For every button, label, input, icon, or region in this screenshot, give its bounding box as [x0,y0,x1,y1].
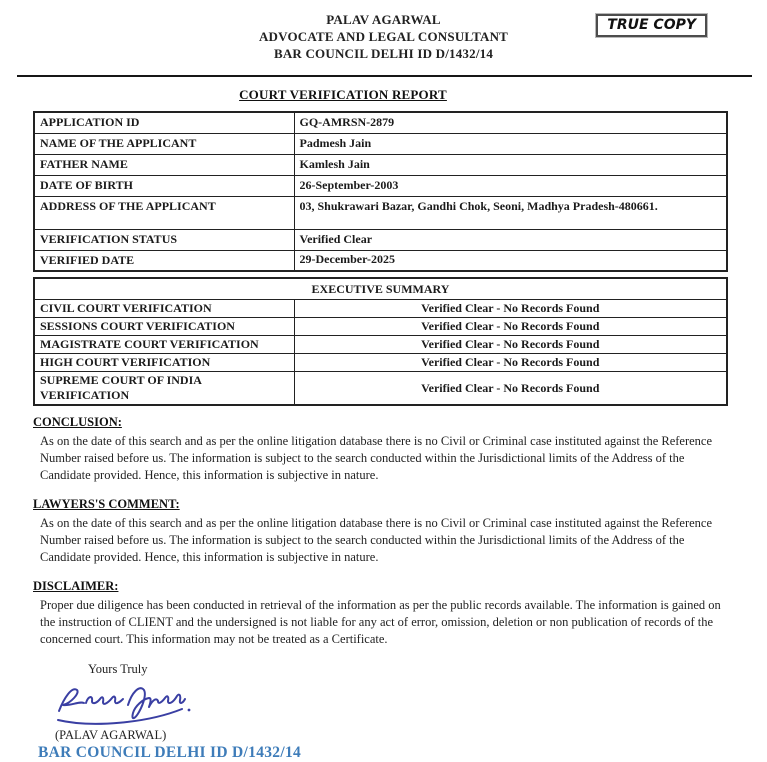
advocate-designation: ADVOCATE AND LEGAL CONSULTANT [258,29,509,44]
conclusion-heading: CONCLUSION: [33,415,122,429]
table-row [34,196,727,229]
conclusion-section [33,415,733,484]
disclaimer-heading: DISCLAIMER: [33,579,119,593]
field-value: 26-September-2003 [294,175,727,196]
report-title: COURT VERIFICATION REPORT [239,87,447,102]
table-row [34,300,727,318]
field-value: Kamlesh Jain [294,154,727,175]
summary-table-title: EXECUTIVE SUMMARY [34,278,727,300]
court-label: SESSIONS COURT VERIFICATION [34,318,294,336]
executive-summary-table [33,277,728,406]
court-label: SUPREME COURT OF INDIA VERIFICATION [34,372,294,406]
table-row [34,318,727,336]
field-value: Verified Clear [294,229,727,250]
lawyers-comment-section [33,497,733,566]
advocate-name: PALAV AGARWAL [326,12,441,27]
handwritten-signature-icon [52,680,202,728]
table-row [34,154,727,175]
field-label: APPLICATION ID [34,112,294,133]
table-row [34,372,727,406]
closing-salutation: Yours Truly [88,662,148,676]
court-result: Verified Clear - No Records Found [294,354,727,372]
conclusion-text: As on the date of this search and as per the online litigation database there is no Civil or Criminal case instituted against the Reference Number raised before us. The information is subject to the search conducted within the Jurisdictional limits of the Address of the Candidate provided. Hence, this information is subjective in nature. [40,434,713,482]
court-result: Verified Clear - No Records Found [294,336,727,354]
court-result: Verified Clear - No Records Found [294,300,727,318]
disclaimer-section [33,579,733,648]
summary-header-row [34,278,727,300]
advocate-bar-id: BAR COUNCIL DELHI ID D/1432/14 [273,46,494,61]
court-result: Verified Clear - No Records Found [294,318,727,336]
table-row [34,250,727,271]
applicant-details-table [33,111,728,272]
court-label: MAGISTRATE COURT VERIFICATION [34,336,294,354]
signatory-name: (PALAV AGARWAL) [55,728,167,742]
table-row [34,354,727,372]
field-label: VERIFIED DATE [34,250,294,271]
field-label: FATHER NAME [34,154,294,175]
field-label: ADDRESS OF THE APPLICANT [34,196,294,229]
field-value: 03, Shukrawari Bazar, Gandhi Chok, Seoni, Madhya Pradesh-480661. [294,196,727,229]
letterhead-divider [17,75,752,77]
field-value: GQ-AMRSN-2879 [294,112,727,133]
field-value: Padmesh Jain [294,133,727,154]
bar-council-id-footer: BAR COUNCIL DELHI ID D/1432/14 [38,744,302,761]
field-label: DATE OF BIRTH [34,175,294,196]
true-copy-stamp [596,14,707,37]
lawyers-comment-heading: LAWYERS'S COMMENT: [33,497,180,511]
table-row [34,112,727,133]
signature-image [52,680,202,728]
disclaimer-text: Proper due diligence has been conducted in retrieval of the information as per the public records available. The information is gained on the instruction of CLIENT and the undersigned is not liable for any act of error, omission, deletion or non publication of records of the concerned court. This information may not be treated as a Certificate. [40,598,721,646]
court-result: Verified Clear - No Records Found [294,372,727,406]
table-row [34,133,727,154]
field-value: 29-December-2025 [294,250,727,271]
table-row [34,229,727,250]
table-row [34,336,727,354]
table-row [34,175,727,196]
field-label: NAME OF THE APPLICANT [34,133,294,154]
court-label: CIVIL COURT VERIFICATION [34,300,294,318]
true-copy-stamp-label: TRUE COPY [607,17,696,33]
field-label: VERIFICATION STATUS [34,229,294,250]
lawyers-comment-text: As on the date of this search and as per the online litigation database there is no Civil or Criminal case instituted against the Reference Number raised before us. The information is subject to the search conducted within the Jurisdictional limits of the Address of the Candidate provided. Hence, this information is subjective in nature. [40,516,713,564]
court-label: HIGH COURT VERIFICATION [34,354,294,372]
